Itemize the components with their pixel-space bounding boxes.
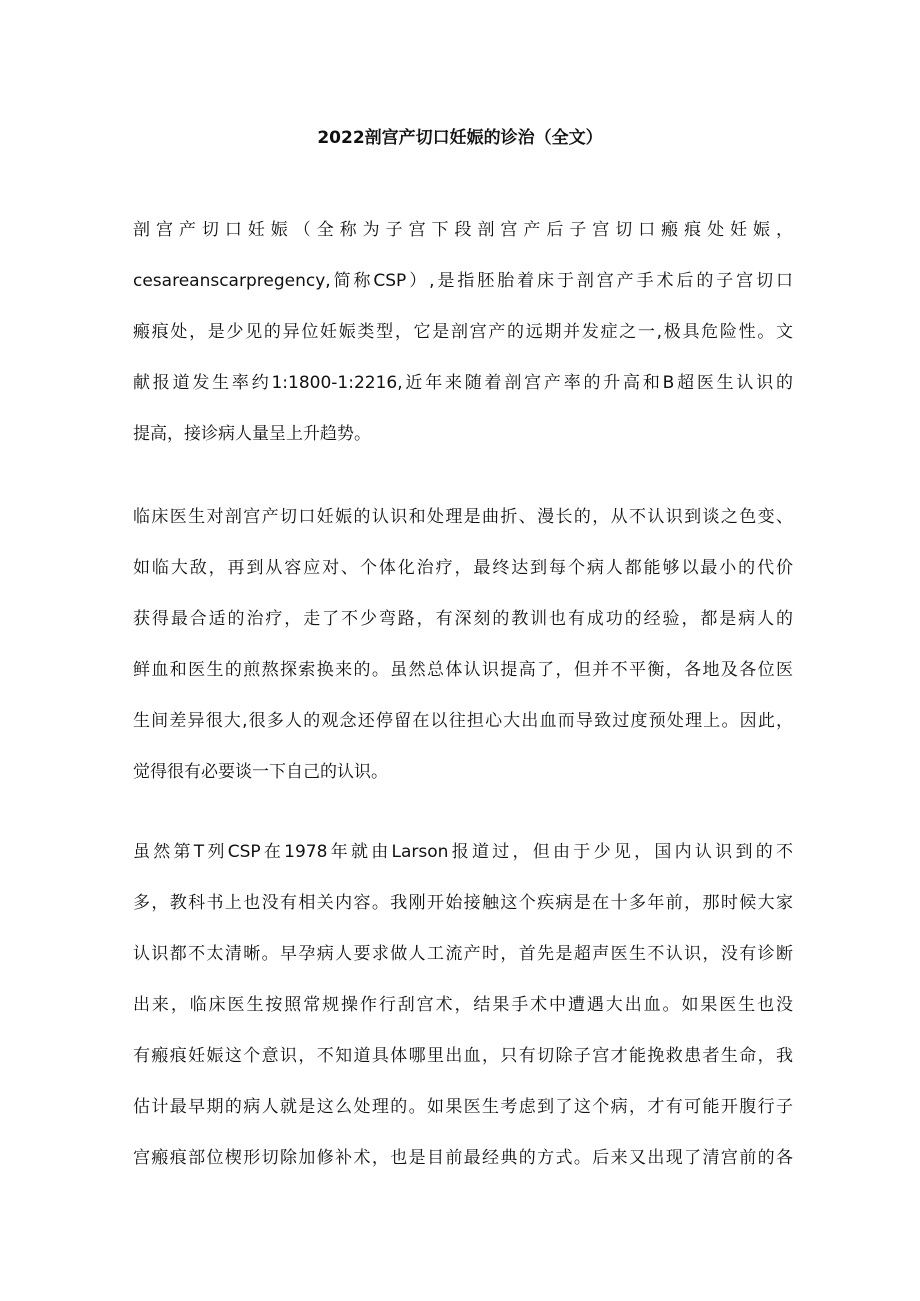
paragraph-line: 觉得很有必要谈一下自己的认识。 [133,762,388,782]
paragraph-line: 献报道发生率约1:1800-1:2216,近年来随着剖宫产率的升高和B超医生认识的 [133,373,793,393]
paragraph-line: 获得最合适的治疗，走了不少弯路，有深刻的教训也有成功的经验，都是病人的 [133,609,793,629]
paragraph-3 [133,827,793,1184]
paragraph-line: 提高，接诊病人量呈上升趋势。 [133,424,371,444]
paragraph-line: 瘢痕处，是少见的异位妊娠类型，它是剖宫产的远期并发症之一,极具危险性。文 [133,322,793,342]
paragraph-line: 临床医生对剖宫产切口妊娠的认识和处理是曲折、漫长的，从不认识到谈之色变、 [133,507,793,527]
document-title: 2022剖宫产切口妊娠的诊治（全文） [317,128,603,148]
paragraph-line: 估计最早期的病人就是这么处理的。如果医生考虑到了这个病，才有可能开腹行子 [133,1097,793,1117]
paragraph-line: 宫瘢痕部位楔形切除加修补术，也是目前最经典的方式。后来又出现了清宫前的各 [133,1148,793,1168]
paragraph-line: 有瘢痕妊娠这个意识，不知道具体哪里出血，只有切除子宫才能挽救患者生命，我 [133,1046,793,1066]
paragraph-line: 认识都不太清晰。早孕病人要求做人工流产时，首先是超声医生不认识，没有诊断 [133,944,793,964]
paragraph-line: 鲜血和医生的煎熬探索换来的。虽然总体认识提高了，但并不平衡，各地及各位医 [133,660,793,680]
paragraph-line: 虽然第T列CSP在1978年就由Larson报道过，但由于少见，国内认识到的不 [133,842,793,862]
paragraph-2 [133,492,793,798]
paragraph-1 [133,205,793,460]
paragraph-line: 剖宫产切口妊娠（全称为子宫下段剖宫产后子宫切口瘢痕处妊娠， [133,220,793,240]
paragraph-line: 出来，临床医生按照常规操作行刮宫术，结果手术中遭遇大出血。如果医生也没 [133,995,793,1015]
paragraph-line: 多，教科书上也没有相关内容。我刚开始接触这个疾病是在十多年前，那时候大家 [133,893,793,913]
paragraph-line: cesareanscarpregency,简称CSP）,是指胚胎着床于剖宫产手术后的子宫切口 [133,271,793,291]
paragraph-line: 如临大敌，再到从容应对、个体化治疗，最终达到每个病人都能够以最小的代价 [133,558,793,578]
paragraph-line: 生间差异很大,很多人的观念还停留在以往担心大出血而导致过度预处理上。因此， [133,711,793,731]
